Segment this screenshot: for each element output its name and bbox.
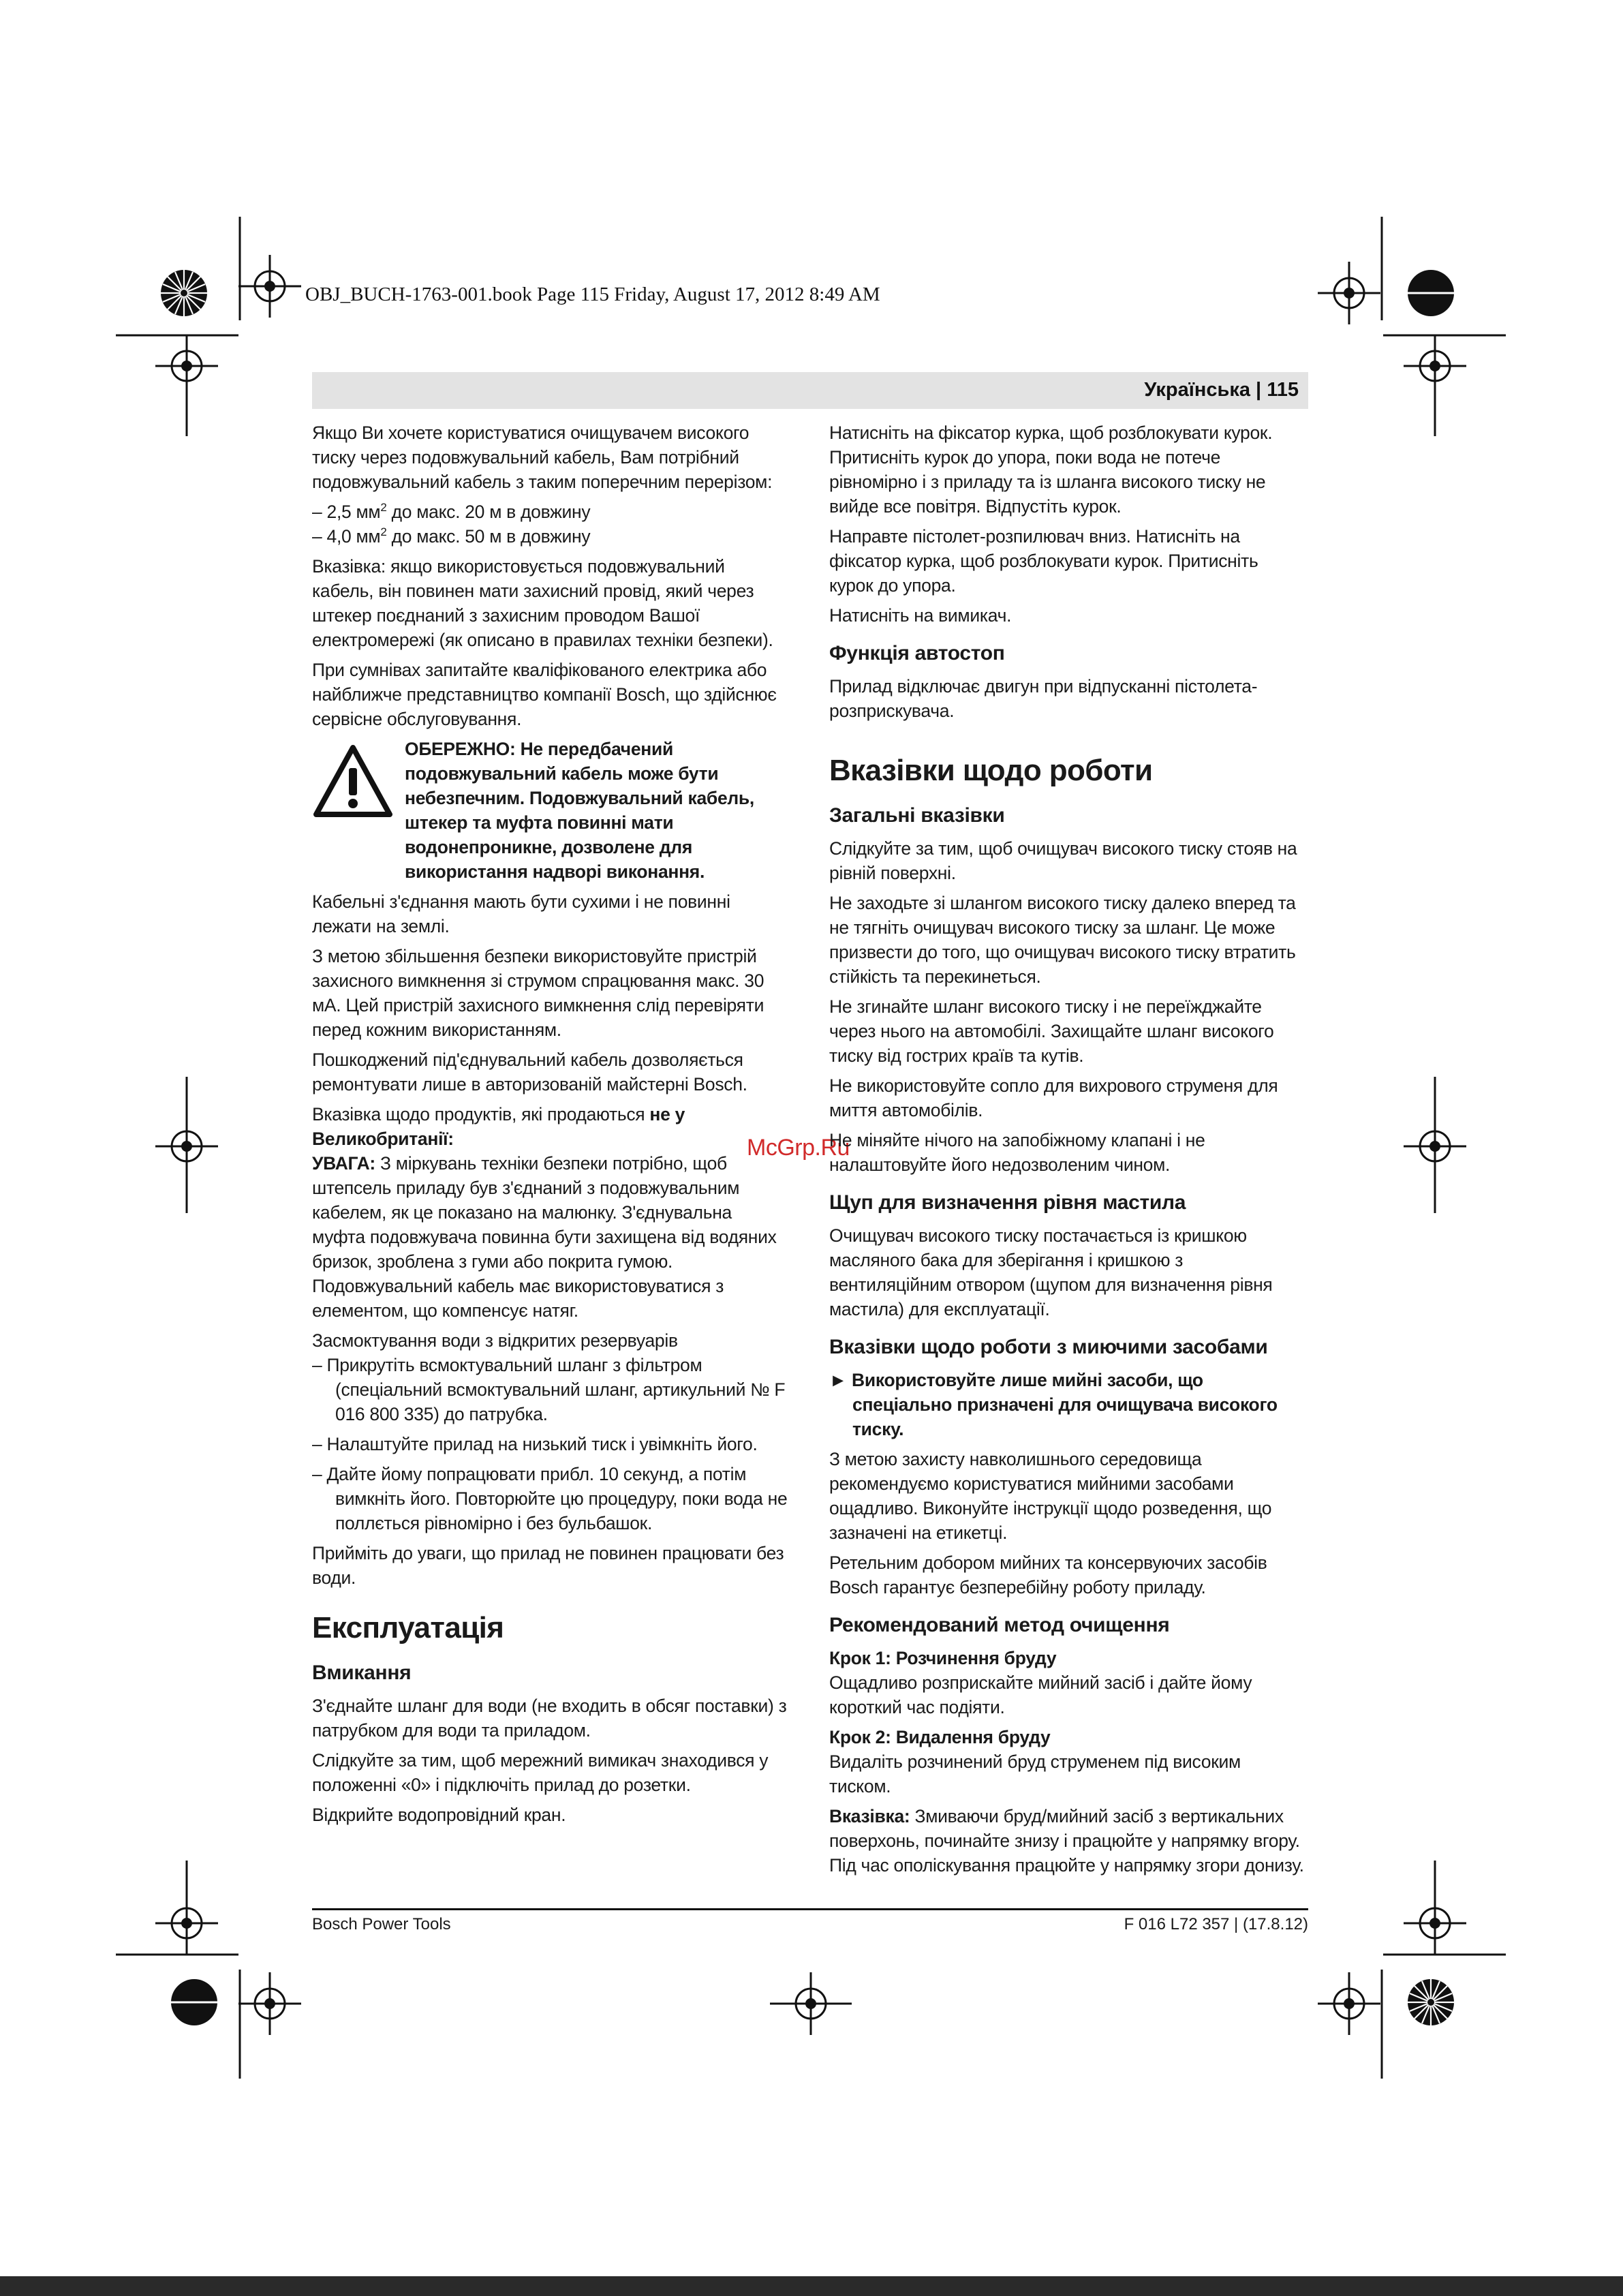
subsection-heading: Вмикання	[312, 1662, 412, 1684]
paragraph: Направте пістолет-розпилювач вниз. Натисніть на фіксатор курка, щоб розблокувати курок. Притисніть курок до упора.	[829, 526, 1258, 596]
paragraph: З'єднайте шланг для води (не входить в обсяг поставки) з патрубком для води та приладом.	[312, 1696, 787, 1741]
footer-right: F 016 L72 357 | (17.8.12)	[1124, 1915, 1308, 1933]
paragraph: Вказівка: Змиваючи бруд/мийний засіб з вертикальних поверхонь, починайте знизу і працюйте у напрямку вгору. Під час ополіскування працюйте у напрямку згори донизу.	[829, 1806, 1304, 1876]
paragraph: Не міняйте нічого на запобіжному клапані і не налаштовуйте його недозволеним чином.	[829, 1130, 1205, 1175]
paragraph: Очищувач високого тиску постачається із кришкою масляного бака для зберігання і кришкою з вентиляційним отвором (щупом для визначення рівня мастила) для експлуатації.	[829, 1225, 1273, 1319]
paragraph: З метою захисту навколишнього середовища рекомендуємо користуватися мийними засобами ощадливо. Виконуйте інструкції щодо розведення, що зазначені на етикетці.	[829, 1449, 1272, 1543]
paragraph: Засмоктування води з відкритих резервуарів	[312, 1330, 678, 1351]
footer-rule	[312, 1908, 1308, 1910]
print-slug: OBJ_BUCH-1763-001.book Page 115 Friday, August 17, 2012 8:49 AM	[305, 284, 880, 305]
warning-triangle-icon	[312, 744, 394, 820]
paragraph: З метою збільшення безпеки використовуйте пристрій захисного вимкнення зі струмом спрацювання макс. 30 мА. Цей пристрій захисного вимкнення слід перевіряти перед кожним використанням.	[312, 946, 764, 1040]
step-heading: Крок 1: Розчинення бруду	[829, 1648, 1057, 1668]
paragraph: Вказівка щодо продуктів, які продаються не у Великобританії:	[312, 1104, 685, 1149]
paragraph: Кабельні з'єднання мають бути сухими і не повинні лежати на землі.	[312, 891, 730, 936]
footer-left: Bosch Power Tools	[312, 1915, 451, 1933]
right-column	[829, 420, 1306, 1883]
paragraph: Не використовуйте сопло для вихрового струменя для миття автомобілів.	[829, 1075, 1278, 1120]
warning-text: ОБЕРЕЖНО: Не передбачений подовжувальний кабель може бути небезпечним. Подовжувальний кабель, штекер та муфта повинні мати водонепроникне, дозволене для використання надворі виконання.	[405, 739, 754, 882]
paragraph: Не заходьте зі шлангом високого тиску далеко вперед та не тягніть очищувач високого тиску за шланг. Це може призвести до того, що очищувач високого тиску втратить стійкість та перекинеться.	[829, 893, 1296, 987]
paragraph: Якщо Ви хочете користуватися очищувачем високого тиску через подовжувальний кабель, Вам потрібний подовжувальний кабель з таким поперечним перерізом:	[312, 423, 773, 492]
list-item: ► Використовуйте лише мийні засоби, що спеціально призначені для очищувача високого тиску.	[829, 1370, 1278, 1439]
paragraph: Слідкуйте за тим, щоб очищувач високого тиску стояв на рівній поверхні.	[829, 838, 1297, 883]
paragraph: Натисніть на фіксатор курка, щоб розблокувати курок. Притисніть курок до упора, поки вода не потече рівномірно і з приладу та із шланга високого тиску не вийде все повітря. Відпустіть курок.	[829, 423, 1273, 517]
paragraph: При сумнівах запитайте кваліфікованого електрика або найближче представництво компанії Bosch, що здійснює сервісне обслуговування.	[312, 660, 777, 729]
paragraph: Прийміть до уваги, що прилад не повинен працювати без води.	[312, 1543, 784, 1588]
paragraph: Слідкуйте за тим, щоб мережний вимикач знаходився у положенні «0» і підключіть прилад до розетки.	[312, 1750, 769, 1795]
paragraph: Видаліть розчинений бруд струменем під високим тиском.	[829, 1751, 1241, 1796]
section-heading: Вказівки щодо роботи	[829, 754, 1153, 787]
page-header-label: Українська | 115	[1144, 379, 1299, 401]
list-item: – Прикрутіть всмоктувальний шланг з фільтром (спеціальний всмоктувальний шланг, артикульний № F 016 800 335) до патрубка.	[312, 1355, 786, 1424]
subsection-heading: Загальні вказівки	[829, 804, 1005, 827]
spec-line: – 2,5 $мм^2$ до макс. 20 м в довжину	[312, 501, 591, 522]
paragraph: Натисніть на вимикач.	[829, 605, 1012, 626]
paragraph: Ретельним добором мийних та консервуючих засобів Bosch гарантує безперебійну роботу приладу.	[829, 1552, 1267, 1597]
paragraph: Вказівка: якщо використовується подовжувальний кабель, він повинен мати захисний провід, який через штекер поєднаний з захисним проводом Вашої електромережі (як описано в правилах техніки безпеки).	[312, 556, 773, 650]
page-header-band	[312, 372, 1308, 409]
watermark: McGrp.Ru	[747, 1135, 850, 1161]
left-column	[312, 420, 789, 1833]
paragraph: Відкрийте водопровідний кран.	[312, 1805, 566, 1825]
subsection-heading: Щуп для визначення рівня мастила	[829, 1191, 1186, 1214]
paragraph: УВАГА: З міркувань техніки безпеки потрібно, щоб штепсель приладу був з'єднаний з подовжувальним кабелем, як це показано на малюнку. З'єднувальна муфта подовжувача повинна бути захищена від водяних бризок, зроблена з гуми або покрита гумою. Подовжувальний кабель має використовуватися з елементом, що компенсує натяг.	[312, 1153, 777, 1321]
warning-block	[312, 737, 789, 884]
paragraph: Пошкоджений під'єднувальний кабель дозволяється ремонтувати лише в авторизованій майстерні Bosch.	[312, 1050, 747, 1095]
subsection-heading: Рекомендований метод очищення	[829, 1614, 1170, 1636]
scan-edge	[0, 2276, 1623, 2296]
subsection-heading: Функція автостоп	[829, 642, 1005, 664]
list-item: – Дайте йому попрацювати прибл. 10 секунд, а потім вимкніть його. Повторюйте цю процедуру, поки вода не поллється рівномірно і без бульбашок.	[312, 1464, 788, 1533]
subsection-heading: Вказівки щодо роботи з миючими засобами	[829, 1336, 1268, 1358]
arrow-icon: ►	[829, 1370, 847, 1390]
paragraph: Ощадливо розприскайте мийний засіб і дайте йому короткий час подіяти.	[829, 1672, 1252, 1717]
step-heading: Крок 2: Видалення бруду	[829, 1727, 1051, 1747]
section-heading: Експлуатація	[312, 1611, 504, 1644]
list-item: – Налаштуйте прилад на низький тиск і увімкніть його.	[312, 1434, 758, 1454]
paragraph: Не згинайте шланг високого тиску і не переїжджайте через нього на автомобілі. Захищайте шланг високого тиску від гострих країв та кутів.	[829, 996, 1274, 1066]
spec-line: – 4,0 $мм^2$ до макс. 50 м в довжину	[312, 525, 591, 547]
paragraph: Прилад відключає двигун при відпусканні пістолета-розприскувача.	[829, 676, 1258, 721]
